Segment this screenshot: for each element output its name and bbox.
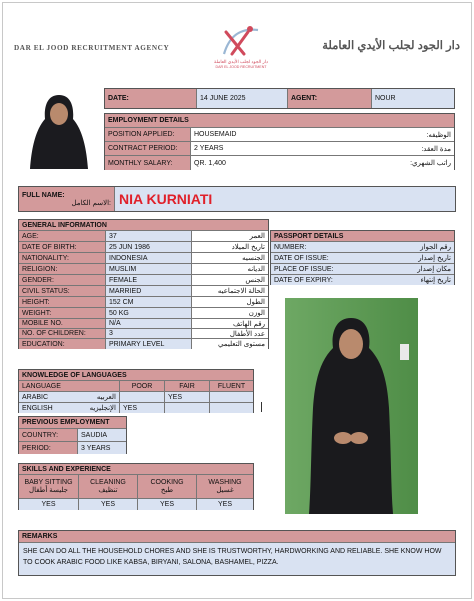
general-information-table [18,219,269,349]
skills-table [18,463,254,510]
height-label: HEIGHT: [19,297,105,307]
religion-label-arabic: الديانه [191,264,268,274]
fair-column-header: FAIR [164,381,209,391]
civil-status-value: MARRIED [105,286,191,296]
date-agent-table [104,88,455,109]
full-name-label: FULL NAME: [22,191,65,199]
remarks-header [19,531,455,543]
passport-issue-place-label-arabic: مكان إصدار [417,266,451,273]
monthly-salary-value: QR. 1,400 [190,156,290,170]
passport-expiry-value [341,275,386,285]
fluent-column-header: FLUENT [209,381,253,391]
passport-row [271,253,454,264]
education-value: PRIMARY LEVEL [105,339,191,349]
nationality-label: NATIONALITY: [19,253,105,263]
civil-status-label: CIVIL STATUS: [19,286,105,296]
date-label: DATE: [105,89,196,108]
language-fair-value: YES [164,392,209,402]
children-value: 3 [105,329,191,338]
passport-number-label-arabic: رقم الجواز [420,244,451,251]
passport-issue-place-label: PLACE OF ISSUE: [274,265,334,273]
language-column-header: LANGUAGE [22,382,61,390]
languages-title: KNOWLEDGE OF LANGUAGES [22,371,127,379]
skill-value: YES [41,501,56,508]
employment-details-header [105,114,454,128]
passport-issue-place-value [341,264,386,274]
monthly-salary-label-arabic: راتب الشهري: [290,156,454,170]
previous-employment-header [19,417,126,429]
height-label-arabic: الطول [191,297,268,307]
employment-row [105,128,454,142]
general-row [19,275,268,286]
previous-country-value: SAUDIA [77,429,126,441]
mobile-label: MOBILE NO. [19,319,105,328]
education-label-arabic: مستوى التعليمي [191,339,268,349]
logo-arabic-text: دار الجود لجلب الأيدي العاملة [214,59,268,64]
employment-row [105,142,454,156]
agency-logo [208,24,274,76]
contract-period-label: CONTRACT PERIOD: [105,142,190,155]
passport-row [271,275,454,285]
agent-label: AGENT: [287,89,371,108]
skill-value: YES [78,499,137,510]
passport-row [271,242,454,253]
agency-name-arabic: دار الجود لجلب الأيدي العاملة [322,40,460,52]
language-row [19,392,253,403]
general-row [19,297,268,308]
general-row [19,286,268,297]
full-name-label-cell [19,187,114,211]
full-name-label-arabic: الاسم الكامل: [71,199,111,207]
skill-name-cell [137,475,196,498]
text-cursor-mark [261,402,262,412]
previous-employment-row [19,442,126,454]
general-row [19,319,268,329]
mobile-label-arabic: رقم الهاتف [191,319,268,328]
employment-details-title: EMPLOYMENT DETAILS [108,117,189,124]
language-poor-value [119,392,164,402]
religion-value: MUSLIM [105,264,191,274]
weight-value: 50 KG [105,308,191,318]
general-row [19,264,268,275]
general-row [19,253,268,264]
passport-issue-date-label: DATE OF ISSUE: [274,254,329,262]
general-row [19,339,268,349]
position-label: POSITION APPLIED: [105,128,190,141]
skill-name: BABY SITTING [24,479,73,486]
contract-period-label-arabic: مدة العقد: [290,142,454,155]
language-name-arabic: الإنجليزيه [89,405,116,412]
general-row [19,329,268,339]
gender-label-arabic: الجنس [191,275,268,285]
passport-issue-date-label-arabic: تاريخ إصدار [418,255,451,262]
skills-values-row [19,499,253,510]
skill-name-arabic: غسيل [216,487,234,494]
skills-names-row [19,475,253,499]
passport-number-label: NUMBER: [274,243,307,251]
passport-details-header [271,231,454,242]
remarks-text: SHE CAN DO ALL THE HOUSEHOLD CHORES AND SHE IS TRUSTWORTHY, HARDWORKING AND RELIABLE. SHE KNOW HOW TO COOK ARABIC FOOD LIKE KABSA, BIRYANI, SALONA, BASHAMEL, PIZZA. [19,543,455,575]
full-name-row [18,186,456,212]
previous-period-label: PERIOD: [19,442,77,454]
dob-value: 25 JUN 1986 [105,242,191,252]
languages-table [18,369,254,413]
languages-column-headers [19,381,253,392]
agency-name-english: DAR EL JOOD RECRUITMENT AGENCY [14,44,170,52]
age-value: 37 [105,231,191,241]
general-row [19,242,268,253]
passport-expiry-label-arabic: تاريخ إنتهاء [420,277,451,284]
language-fluent-value [209,392,253,402]
general-information-title: GENERAL INFORMATION [22,221,107,229]
applicant-portrait-photo [18,89,100,169]
previous-employment-row [19,429,126,442]
skill-name-arabic: تنظيف [98,487,118,494]
gender-value: FEMALE [105,275,191,285]
date-value: 14 JUNE 2025 [196,89,287,108]
language-name: ENGLISH [22,404,53,412]
skill-name: CLEANING [90,479,126,486]
nationality-label-arabic: الجنسيه [191,253,268,263]
contract-period-value: 2 YEARS [190,142,290,155]
previous-period-value: 3 YEARS [77,442,126,454]
skill-name-cell [19,475,78,498]
dob-label: DATE OF BIRTH: [19,242,105,252]
position-value: HOUSEMAID [190,128,290,141]
religion-label: RELIGION: [19,264,105,274]
language-name: ARABIC [22,393,49,401]
previous-employment-title: PREVIOUS EMPLOYMENT [22,419,110,426]
employment-row [105,156,454,170]
agent-value: NOUR [371,89,454,108]
skill-name: COOKING [150,479,184,486]
gender-label: GENDER: [19,275,105,285]
mobile-value: N/A [105,319,191,328]
languages-header [19,370,253,381]
passport-details-table [270,230,455,285]
employment-details-table [104,113,455,170]
previous-country-label: COUNTRY: [19,429,77,441]
passport-details-title: PASSPORT DETAILS [274,232,344,240]
language-row [19,403,253,413]
logo-english-text: DAR EL JOOD RECRUITMENT [215,65,267,69]
passport-expiry-label: DATE OF EXPIRY: [274,276,333,284]
passport-number-value [341,242,386,252]
skills-header [19,464,253,475]
full-name-value: NIA KURNIATI [114,187,455,211]
children-label-arabic: عدد الأطفال [191,329,268,338]
passport-row [271,264,454,275]
previous-employment-table [18,416,127,454]
general-row [19,308,268,319]
remarks-box [18,530,456,576]
height-value: 152 CM [105,297,191,307]
skill-value: YES [137,499,196,510]
skills-title: SKILLS AND EXPERIENCE [22,465,111,473]
skill-value: YES [196,499,253,510]
age-label-arabic: العمر [191,231,268,241]
skill-name-cell [196,475,253,498]
language-fluent-value [209,403,253,413]
passport-issue-date-value [341,253,386,263]
age-label: AGE: [19,231,105,241]
language-poor-value: YES [119,403,164,413]
weight-label-arabic: الوزن [191,308,268,318]
applicant-full-body-photo [285,298,418,514]
civil-status-label-arabic: الحالة الاجتماعيه [191,286,268,296]
general-row [19,231,268,242]
skill-name-cell [78,475,137,498]
skill-name-arabic: طبخ [160,487,174,494]
weight-label: WEIGHT: [19,308,105,318]
position-label-arabic: الوظيفه: [290,128,454,141]
general-information-header [19,220,268,231]
nationality-value: INDONESIA [105,253,191,263]
remarks-title: REMARKS [22,533,58,540]
skill-name-arabic: جليسة أطفال [29,487,68,494]
language-fair-value [164,403,209,413]
poor-column-header: POOR [119,381,164,391]
children-label: NO. OF CHILDREN: [19,329,105,338]
education-label: EDUCATION: [19,339,105,349]
dob-label-arabic: تاريخ الميلاد [191,242,268,252]
skill-name: WASHING [208,479,242,486]
language-name-arabic: العربيه [96,394,116,401]
monthly-salary-label: MONTHLY SALARY: [105,156,190,170]
